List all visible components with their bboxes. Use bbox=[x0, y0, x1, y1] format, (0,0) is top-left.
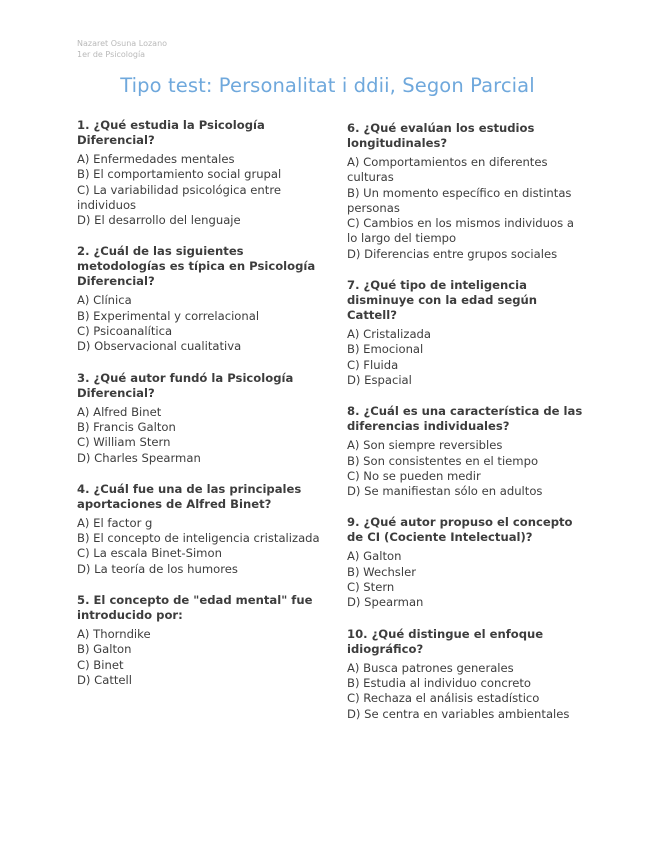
option-b: B) Galton bbox=[77, 642, 132, 657]
option-a: A) Enfermedades mentales bbox=[77, 152, 235, 166]
option-d: D) Spearman bbox=[347, 595, 424, 610]
question-6 bbox=[347, 121, 587, 262]
option-a: A) Alfred Binet bbox=[77, 404, 162, 419]
option-b: B) Francis Galton bbox=[77, 419, 176, 434]
option-b: B) Experimental y correlacional bbox=[77, 308, 260, 323]
option-list bbox=[77, 152, 323, 228]
option-b: B) Son consistentes en el tiempo bbox=[347, 453, 539, 468]
question-text: 4. ¿Cuál fue una de las principales aportaciones de Alfred Binet? bbox=[77, 481, 302, 511]
option-c: C) Rechaza el análisis estadístico bbox=[347, 691, 540, 706]
question-text: 1. ¿Qué estudia la Psicología Diferencial? bbox=[77, 118, 265, 147]
option-list bbox=[347, 438, 587, 499]
option-b: B) El concepto de inteligencia cristalizada bbox=[77, 531, 320, 546]
right-column bbox=[347, 121, 587, 738]
question-text: 5. El concepto de "edad mental" fue introducido por: bbox=[77, 593, 313, 623]
author-name: Nazaret Osuna Lozano bbox=[77, 39, 168, 48]
question-text: 10. ¿Qué distingue el enfoque idiográfico? bbox=[347, 626, 544, 656]
option-c: C) La escala Binet-Simon bbox=[77, 546, 222, 561]
option-b: B) Estudia al individuo concreto bbox=[347, 675, 531, 690]
option-d: D) La teoría de los humores bbox=[77, 561, 238, 576]
question-7 bbox=[347, 278, 587, 388]
option-list bbox=[347, 661, 587, 722]
document-header bbox=[77, 38, 167, 60]
course-name: 1er de Psicología bbox=[77, 50, 146, 59]
option-d: D) Diferencias entre grupos sociales bbox=[347, 246, 558, 261]
question-3 bbox=[77, 371, 323, 466]
option-c: C) Psicoanalítica bbox=[77, 324, 173, 339]
option-list bbox=[347, 549, 587, 610]
question-10 bbox=[347, 627, 587, 722]
left-column bbox=[77, 118, 323, 704]
option-b: B) Un momento específico en distintas personas bbox=[347, 185, 572, 215]
option-list bbox=[77, 293, 323, 354]
option-a: A) Comportamientos en diferentes culturas bbox=[347, 155, 548, 185]
option-a: A) Busca patrones generales bbox=[347, 660, 514, 675]
option-list bbox=[77, 627, 323, 688]
option-c: C) No se pueden medir bbox=[347, 468, 481, 483]
option-a: A) Thorndike bbox=[77, 627, 151, 642]
document-title: Tipo test: Personalitat i ddii, Segon Parcial bbox=[120, 74, 535, 97]
option-list bbox=[77, 405, 323, 466]
option-a: A) Clínica bbox=[77, 293, 132, 308]
option-list bbox=[347, 155, 587, 262]
option-d: D) Observacional cualitativa bbox=[77, 339, 242, 354]
question-1 bbox=[77, 118, 323, 228]
question-2 bbox=[77, 244, 323, 354]
option-c: C) William Stern bbox=[77, 435, 171, 450]
question-text: 7. ¿Qué tipo de inteligencia disminuye con la edad según Cattell? bbox=[347, 278, 538, 323]
option-c: C) Cambios en los mismos individuos a lo largo del tiempo bbox=[347, 216, 574, 246]
option-d: D) Charles Spearman bbox=[77, 450, 201, 465]
option-c: C) Fluida bbox=[347, 357, 399, 372]
question-5 bbox=[77, 593, 323, 688]
option-list bbox=[77, 516, 323, 577]
option-d: D) El desarrollo del lenguaje bbox=[77, 213, 241, 228]
option-a: A) Son siempre reversibles bbox=[347, 438, 503, 453]
question-text: 8. ¿Cuál es una característica de las diferencias individuales? bbox=[347, 404, 583, 434]
question-9 bbox=[347, 515, 587, 610]
question-text: 6. ¿Qué evalúan los estudios longitudinales? bbox=[347, 121, 535, 150]
option-d: D) Se manifiestan sólo en adultos bbox=[347, 484, 543, 499]
option-a: A) Cristalizada bbox=[347, 327, 432, 342]
option-c: C) Binet bbox=[77, 657, 124, 672]
option-d: D) Se centra en variables ambientales bbox=[347, 706, 570, 721]
option-d: D) Cattell bbox=[77, 672, 133, 687]
question-text: 3. ¿Qué autor fundó la Psicología Diferencial? bbox=[77, 370, 294, 400]
option-a: A) El factor g bbox=[77, 515, 153, 530]
option-b: B) El comportamiento social grupal bbox=[77, 167, 282, 182]
option-list bbox=[347, 327, 587, 388]
option-a: A) Galton bbox=[347, 549, 402, 564]
option-c: C) La variabilidad psicológica entre individuos bbox=[77, 182, 281, 212]
option-b: B) Wechsler bbox=[347, 564, 416, 579]
question-text: 2. ¿Cuál de las siguientes metodologías es típica en Psicología Diferencial? bbox=[77, 244, 316, 289]
option-b: B) Emocional bbox=[347, 342, 424, 357]
question-8 bbox=[347, 404, 587, 499]
option-c: C) Stern bbox=[347, 580, 395, 595]
question-text: 9. ¿Qué autor propuso el concepto de CI (Cociente Intelectual)? bbox=[347, 515, 573, 545]
option-d: D) Espacial bbox=[347, 372, 412, 387]
question-4 bbox=[77, 482, 323, 577]
